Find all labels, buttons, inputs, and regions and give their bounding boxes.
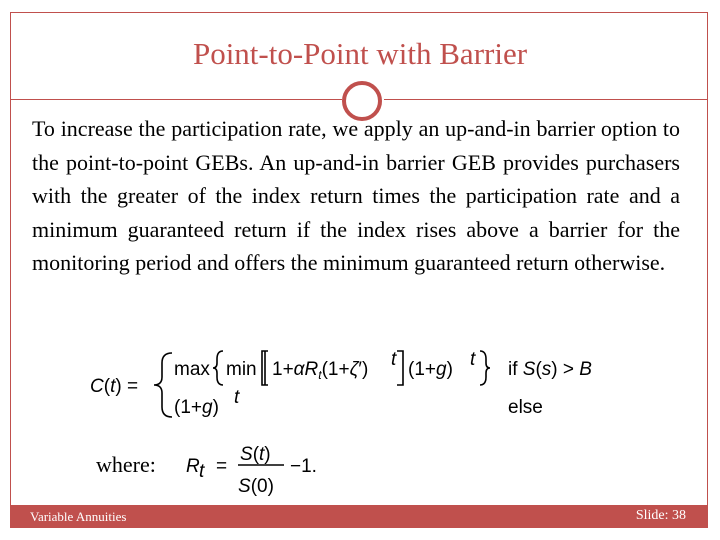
where-row (96, 436, 436, 504)
slide-title: Point-to-Point with Barrier (192, 36, 528, 71)
svg-text:t: t (234, 387, 240, 408)
svg-text:t: t (391, 349, 397, 370)
svg-text:else: else (508, 397, 543, 418)
svg-text:=: = (216, 456, 228, 477)
title-divider-right (384, 99, 708, 100)
svg-text:S(0): S(0) (238, 476, 274, 497)
svg-text:max: max (174, 359, 210, 380)
svg-text:(1+g): (1+g) (174, 397, 219, 418)
svg-text:(1+g): (1+g) (408, 359, 453, 380)
body-paragraph: To increase the participation rate, we apply an up-and-in barrier option to the point-to-point GEBs. An up-and-in barrier GEB provides purchasers with the greater of the index return times the participation rate and a minimum guaranteed return if the index rises above a barrier for the monitoring period and offers the minimum guaranteed return otherwise. (32, 116, 680, 275)
svg-text:−1.: −1. (290, 456, 317, 477)
svg-text:C(t) =: C(t) = (90, 376, 139, 397)
where-label: where: (96, 452, 156, 477)
svg-text:t: t (199, 461, 205, 482)
footer-course-title: Variable Annuities (30, 509, 127, 524)
slide-number: Slide: 38 (635, 508, 686, 523)
payoff-formula (90, 345, 650, 425)
svg-text:S(t): S(t) (240, 444, 271, 465)
svg-text:1+αRt(1+ζ′): $1+\alpha R_t(1+\zeta')$ (272, 359, 369, 382)
rt-definition-formula (186, 436, 346, 507)
footer-bar (10, 505, 708, 528)
title-divider-left (10, 99, 342, 100)
svg-text:min: min (226, 359, 257, 380)
svg-text:R: R (186, 456, 200, 477)
svg-text:if S(s) > B: if S(s) > B (508, 359, 592, 380)
svg-text:t: t (470, 349, 476, 370)
